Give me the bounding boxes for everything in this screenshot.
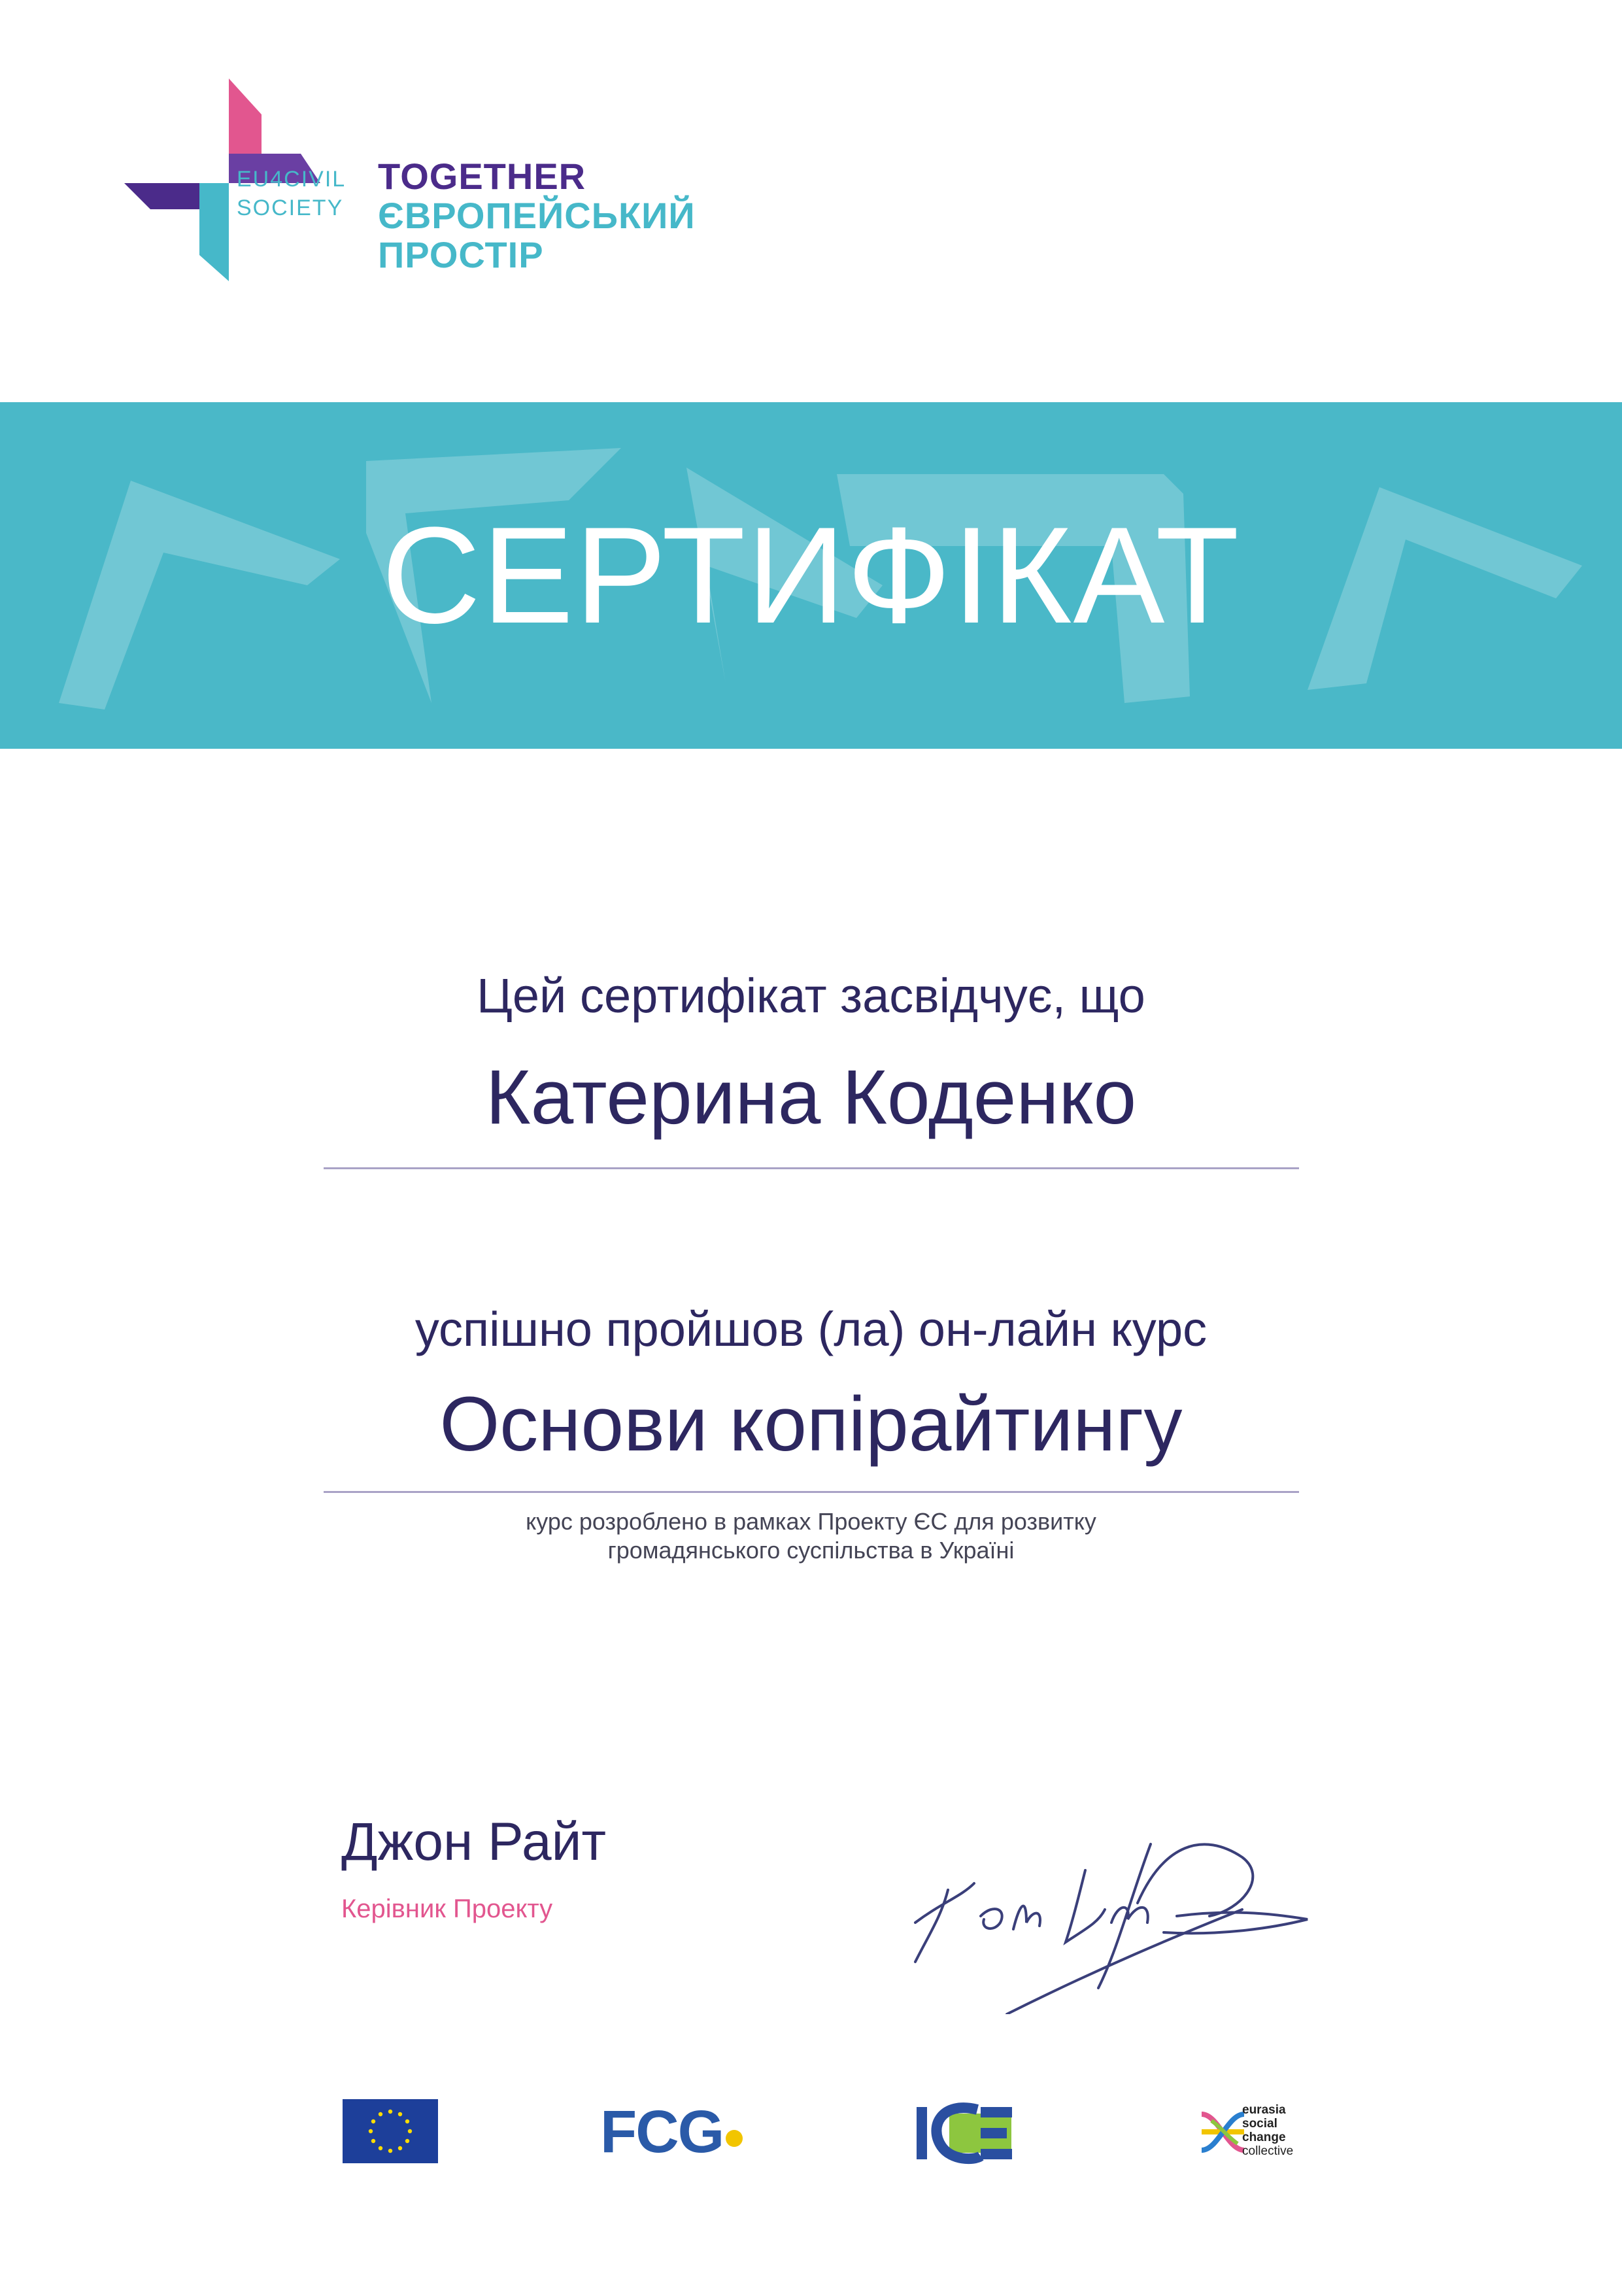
escc-line-4: collective xyxy=(1242,2144,1294,2158)
ice-logo xyxy=(915,2100,1013,2166)
logo-line-2: SOCIETY xyxy=(237,196,344,220)
logo-together: TOGETHER xyxy=(378,156,586,197)
together-logo-words xyxy=(378,157,696,275)
escc-line-1: eurasia xyxy=(1242,2103,1286,2117)
completion-text: успішно пройшов (ла) он-лайн курс xyxy=(414,1302,1208,1356)
logo-space: ПРОСТІР xyxy=(378,234,544,275)
note-line-1: курс розроблено в рамках Проекту ЄС для розвитку xyxy=(526,1508,1096,1535)
escc-line-3: change xyxy=(1242,2131,1286,2144)
fcg-logo-dot xyxy=(726,2130,743,2147)
signer-name: Джон Райт xyxy=(341,1812,606,1872)
logo-line-1: EU4CIVIL xyxy=(237,167,346,192)
eu-flag-icon xyxy=(343,2099,438,2163)
certificate-banner xyxy=(0,402,1622,749)
recipient-underline xyxy=(324,1167,1299,1169)
course-note xyxy=(0,1507,1622,1565)
signer-role: Керівник Проекту xyxy=(341,1894,553,1923)
escc-logo-text xyxy=(1242,2103,1293,2158)
course-underline xyxy=(324,1491,1299,1493)
handwritten-signature xyxy=(902,1805,1327,2014)
escc-line-2: social xyxy=(1242,2117,1277,2131)
logo-eu4civil-text xyxy=(237,165,346,222)
note-line-2: громадянського суспільства в Україні xyxy=(607,1537,1015,1564)
logo-european: ЄВРОПЕЙСЬКИЙ xyxy=(378,195,696,236)
recipient-name: Катерина Коденко xyxy=(485,1054,1137,1140)
fcg-logo: FCG xyxy=(600,2099,724,2165)
course-name: Основи копірайтингу xyxy=(439,1381,1183,1467)
certificate-title: СЕРТИФІКАТ xyxy=(381,498,1241,652)
intro-text: Цей сертифікат засвідчує, що xyxy=(477,968,1145,1023)
